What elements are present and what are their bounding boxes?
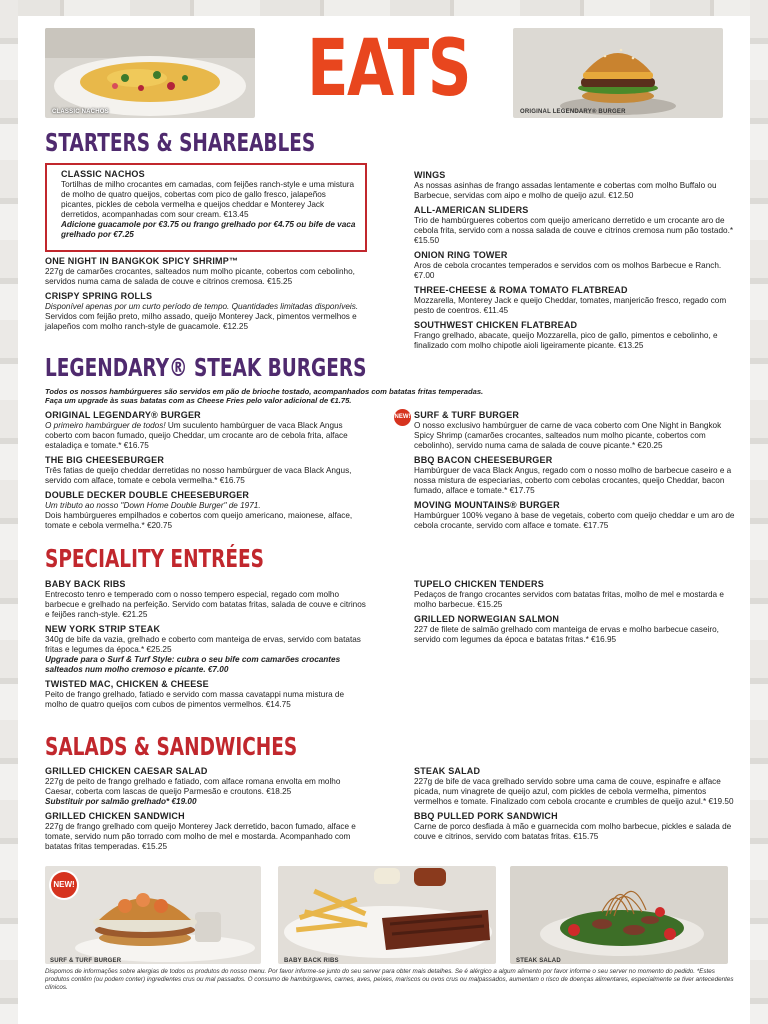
item-description: Três fatias de queijo cheddar derretidas no nosso hambúrguer de vaca Black Angus, servido com alface, tomate e cebola vermelha.* — [45, 466, 352, 485]
item-description: 227g de frango grelhado com queijo Monterey Jack derretido, bacon fumado, alface e tomate, servido num pão torrado com molho de mel e mostarda. Acompanhado com batatas fritas temperadas. — [45, 822, 356, 851]
item-price: €11.45 — [483, 306, 509, 315]
menu-item — [414, 811, 736, 842]
item-description: Hambúrguer de vaca Black Angus, regado com o nosso molho de barbecue caseiro e a nossa mistura de especiarias, coberto com cebolas crocantes, queijo Cheddar, bacon fumado, alface e tomate.* — [414, 466, 732, 495]
menu-item — [45, 679, 367, 710]
steak-salad-photo — [510, 866, 728, 964]
surf-turf-burger-caption: SURF & TURF BURGER — [50, 958, 122, 964]
item-name: GRILLED CHICKEN SANDWICH — [45, 811, 185, 821]
item-name: ONION RING TOWER — [414, 250, 508, 260]
item-description: Trio de hambúrgueres cobertos com queijo americano derretido e um crocante aro de cebola frita, servido com a nossa salada de couve e citrinos cremosa num pão tostado.* — [414, 216, 734, 235]
original-legendary-burger-photo — [513, 28, 723, 118]
item-note: O primeiro hambúrguer de todos! — [45, 421, 166, 430]
item-name: NEW YORK STRIP STEAK — [45, 624, 161, 634]
item-note: Disponível apenas por um curto período de tempo. Quantidades limitadas disponíveis. — [45, 302, 359, 311]
item-description: 227g de camarões crocantes, salteados num molho picante, cobertos com cebolinho, servidos numa cama de salada de couve e citrinos cremosa. — [45, 267, 355, 286]
baby-back-ribs-caption: BABY BACK RIBS — [284, 958, 339, 964]
salads-right-column — [414, 766, 736, 846]
item-price: €13.45 — [223, 210, 249, 219]
menu-item — [414, 579, 736, 610]
burgers-left-column — [45, 410, 367, 535]
surf-turf-burger-photo — [45, 866, 261, 964]
menu-item — [414, 500, 736, 531]
item-description: Hambúrguer 100% vegano à base de vegetais, coberto com queijo cheddar e um aro de cebola crocante, servido com alface e tomate. — [414, 511, 735, 530]
torn-paper-left — [0, 0, 18, 1024]
item-price: €16.75 — [219, 476, 245, 485]
burgers-intro-upgrade: Faça um upgrade às suas batatas com as Cheese Fries pelo valor adicional de €1.75. — [45, 396, 352, 405]
item-description: Um suculento hambúrguer de vaca Black Angus coberto com bacon fumado, queijo Cheddar, um crocante aro de cebola frita, alface estaladiça e tomate.* — [45, 421, 348, 450]
torn-paper-top — [0, 0, 768, 16]
item-price: €18.25 — [266, 787, 292, 796]
item-name: ORIGINAL LEGENDARY® BURGER — [45, 410, 201, 420]
menu-item — [414, 614, 736, 645]
entrees-right-column — [414, 579, 736, 649]
item-name: SOUTHWEST CHICKEN FLATBREAD — [414, 320, 578, 330]
starters-left-column — [45, 256, 365, 336]
item-description: Entrecosto tenro e temperado com o nosso tempero especial, regado com molho barbecue e grelhado na perfeição. Servido com batatas fritas, salada de couve e citrinos e feijões ranch-style. — [45, 590, 366, 619]
item-name: CRISPY SPRING ROLLS — [45, 291, 153, 301]
item-price: €17.75 — [509, 486, 535, 495]
item-price: €12.50 — [608, 191, 634, 200]
new-badge-photo: NEW! — [51, 872, 77, 898]
item-name: STEAK SALAD — [414, 766, 481, 776]
item-description: 340g de bife da vazia, grelhado e coberto com manteiga de ervas, servido com batatas fritas e legumes da época.* — [45, 635, 361, 654]
item-price: €15.25 — [141, 842, 167, 851]
menu-item — [45, 256, 365, 287]
original-legendary-burger-caption: ORIGINAL LEGENDARY® BURGER — [520, 109, 626, 115]
item-addon: Adicione guacamole por €3.75 ou frango grelhado por €4.75 ou bife de vaca grelhado por €7.25 — [61, 220, 356, 239]
item-price: €12.25 — [222, 322, 248, 331]
classic-nachos-photo — [45, 28, 255, 118]
item-name: TWISTED MAC, CHICKEN & CHEESE — [45, 679, 209, 689]
item-price: €16.95 — [591, 635, 617, 644]
item-description: 227g de bife de vaca grelhado servido sobre uma cama de couve, espinafre e alface picada, num vinagrete de queijo azul, com pickles de cebola vermelha, pimentos vermelhos e tomate. Finalizado com cebola crocante e crumbles de queijo azul.* — [414, 777, 721, 806]
item-name: ALL-AMERICAN SLIDERS — [414, 205, 529, 215]
menu-item — [45, 811, 367, 852]
item-description: Dois hambúrgueres empilhados e cobertos com queijo americano, maionese, alface, tomate e cebola vermelha.* — [45, 511, 353, 530]
item-price: €19.50 — [708, 797, 734, 806]
salads-title: SALADS & SANDWICHES — [45, 732, 298, 761]
steak-salad-caption: STEAK SALAD — [516, 958, 561, 964]
item-name: ONE NIGHT IN BANGKOK SPICY SHRIMP™ — [45, 256, 239, 266]
item-name: SURF & TURF BURGER — [414, 410, 520, 420]
burgers-right-column — [414, 410, 736, 535]
menu-item — [45, 579, 367, 620]
torn-paper-right — [750, 0, 768, 1024]
menu-item — [414, 250, 736, 281]
menu-item — [414, 320, 736, 351]
item-name: BABY BACK RIBS — [45, 579, 126, 589]
classic-nachos-caption: CLASSIC NACHOS — [52, 109, 109, 115]
item-name: THREE-CHEESE & ROMA TOMATO FLATBREAD — [414, 285, 628, 295]
item-name: BBQ PULLED PORK SANDWICH — [414, 811, 558, 821]
item-price: €14.75 — [265, 700, 291, 709]
item-description: O nosso exclusivo hambúrguer de carne de vaca coberto com One Night in Bangkok Spicy Shrimp (camarões crocantes, salteados num molho picante, cobertos com cebolinho), servido numa cama de salada de couve picante.* — [414, 421, 722, 450]
item-price: €17.75 — [583, 521, 609, 530]
menu-item — [45, 490, 367, 531]
starters-right-column — [414, 170, 736, 355]
menu-item — [45, 766, 367, 807]
item-description: Frango grelhado, abacate, queijo Mozzarella, pico de gallo, pimentos e cebolinho, e finalizado com molho chipotle aioli ligeiramente picante. — [414, 331, 718, 350]
item-description: Pedaços de frango crocantes servidos com batatas fritas, molho de mel e mostarda e molho barbecue. — [414, 590, 724, 609]
item-price: €15.25 — [267, 277, 293, 286]
item-price: €20.25 — [637, 441, 663, 450]
item-name: BBQ BACON CHEESEBURGER — [414, 455, 553, 465]
item-name: GRILLED CHICKEN CAESAR SALAD — [45, 766, 208, 776]
starters-title: STARTERS & SHAREABLES — [45, 128, 316, 157]
item-price: €15.50 — [414, 236, 440, 245]
burgers-intro: Todos os nossos hambúrgueres são servidos em pão de brioche tostado, acompanhados com batatas fritas temperadas. — [45, 387, 484, 396]
classic-nachos-box — [45, 163, 367, 252]
menu-item — [45, 410, 367, 451]
new-badge: NEW! — [394, 409, 411, 426]
item-description: Servidos com feijão preto, milho assado, queijo Monterey Jack, pimentos vermelhos e jalapeños com molho ranch-style de guacamole. — [45, 312, 357, 331]
item-description: Tortilhas de milho crocantes em camadas, com feijões ranch-style e uma mistura de molho de quatro queijos, cobertas com pico de gallo fresco, jalapeños picantes, pickles de cebola vermelha e queijos cheddar e Monterey Jack derretidos, acompanhadas com sour cream. — [61, 180, 355, 219]
entrees-title: SPECIALITY ENTRÉES — [45, 544, 265, 573]
item-name: MOVING MOUNTAINS® BURGER — [414, 500, 560, 510]
item-name: THE BIG CHEESEBURGER — [45, 455, 165, 465]
item-price: €15.75 — [573, 832, 599, 841]
menu-item — [414, 455, 736, 496]
menu-item — [45, 291, 365, 332]
baby-back-ribs-photo — [278, 866, 496, 964]
item-note: Um tributo ao nosso "Down Home Double Burger" de 1971. — [45, 501, 261, 510]
item-name: WINGS — [414, 170, 446, 180]
item-price: €21.25 — [122, 610, 148, 619]
item-description: 227 de filete de salmão grelhado com manteiga de ervas e molho barbecue caseiro, servido com legumes da época e batatas fritas.* — [414, 625, 719, 644]
item-description: Aros de cebola crocantes temperados e servidos com os molhos Barbecue e Ranch. — [414, 261, 722, 270]
menu-item — [414, 205, 736, 246]
item-price: €13.25 — [618, 341, 644, 350]
item-description: Carne de porco desfiada à mão e guarnecida com molho barbecue, pickles e salada de couve e citrinos, servido com batatas fritas. — [414, 822, 732, 841]
item-price: €7.00 — [414, 271, 435, 280]
menu-item — [414, 410, 736, 451]
item-description: Peito de frango grelhado, fatiado e servido com massa cavatappi numa mistura de molho de quatro queijos com cubos de pimentos vermelhos. — [45, 690, 345, 709]
item-price: €25.25 — [146, 645, 172, 654]
page-title: EATS — [307, 24, 471, 114]
allergy-disclaimer: Dispomos de informações sobre alergias de todos os produtos do nosso menu. Por favor informe-se junto do seu server para obter mais detalhes. Se é alérgico a algum alimento por favor informe o seu server no momento do pedido. *Estes produtos contêm (ou podem conter) ingredientes crus ou mal passados. O consumo de hambúrgueres, carnes, aves, peixes, mariscos ou ovos crus ou malpassados, aumentam o risco de doenças alimentares, especialmente se tiver antecedentes clínicos. — [45, 968, 734, 991]
item-price: €16.75 — [123, 441, 149, 450]
item-price: €15.25 — [477, 600, 503, 609]
item-name: GRILLED NORWEGIAN SALMON — [414, 614, 560, 624]
item-description: As nossas asinhas de frango assadas lentamente e cobertas com molho Buffalo ou Barbecue, servidas com aipo e molho de queijo azul. — [414, 181, 717, 200]
entrees-left-column — [45, 579, 367, 714]
menu-item — [61, 169, 357, 240]
menu-item — [414, 285, 736, 316]
item-name: TUPELO CHICKEN TENDERS — [414, 579, 544, 589]
salads-left-column — [45, 766, 367, 856]
item-name: DOUBLE DECKER DOUBLE CHEESEBURGER — [45, 490, 250, 500]
item-addon: Upgrade para o Surf & Turf Style: cubra o seu bife com camarões crocantes salteados num molho cremoso e picante. €7.00 — [45, 655, 341, 674]
item-addon: Substituir por salmão grelhado* €19.00 — [45, 797, 197, 806]
menu-item — [45, 455, 367, 486]
item-description: Mozzarella, Monterey Jack e queijo Cheddar, tomates, manjericão fresco, regado com pesto de coentros. — [414, 296, 727, 315]
item-description: 227g de peito de frango grelhado e fatiado, com alface romana envolta em molho Caesar, coberta com lascas de queijo Parmesão e croutons. — [45, 777, 341, 796]
menu-item — [45, 624, 367, 675]
item-name: CLASSIC NACHOS — [61, 169, 145, 179]
item-price: €20.75 — [146, 521, 172, 530]
burgers-title: LEGENDARY® STEAK BURGERS — [45, 353, 367, 382]
menu-item — [414, 766, 736, 807]
menu-item — [414, 170, 736, 201]
